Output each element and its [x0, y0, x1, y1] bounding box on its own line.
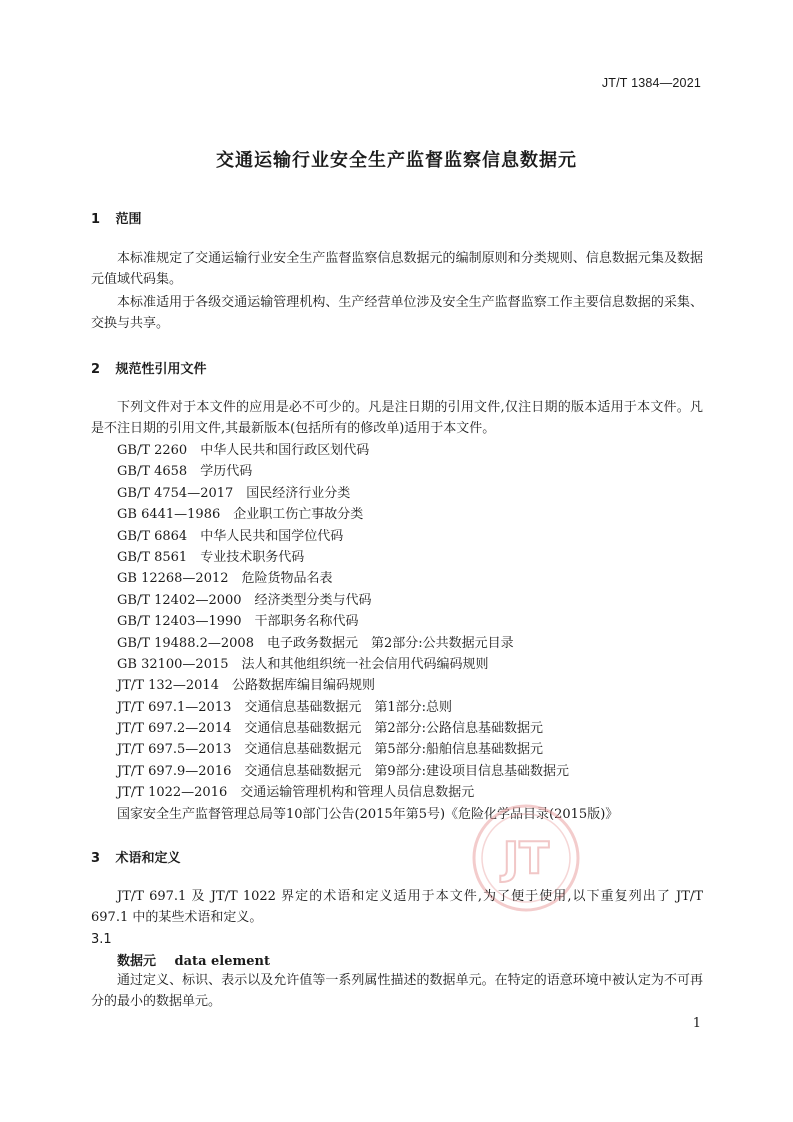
reference-item: GB/T 19488.2—2008 电子政务数据元 第2部分:公共数据元目录 — [117, 635, 514, 651]
reference-item: GB 12268—2012 危险货物品名表 — [117, 571, 333, 587]
document-code: JT/T 1384—2021 — [601, 76, 701, 90]
term-definition: 通过定义、标识、表示以及允许值等一系列属性描述的数据单元。在特定的语意环境中被认定为不可再分的最小的数据单元。 — [91, 973, 703, 1009]
term-chinese: 数据元 — [117, 954, 157, 969]
reference-item: GB/T 12402—2000 经济类型分类与代码 — [117, 592, 372, 608]
reference-item: GB 6441—1986 企业职工伤亡事故分类 — [117, 507, 364, 523]
reference-item: GB/T 12403—1990 干部职务名称代码 — [117, 614, 359, 630]
reference-item: GB/T 2260 中华人民共和国行政区划代码 — [117, 443, 370, 458]
section-1-paragraph-1: 本标准规定了交通运输行业安全生产监督监察信息数据元的编制原则和分类规则、信息数据元集及数据元值域代码集。 — [91, 251, 703, 287]
section-title: 规范性引用文件 — [115, 362, 207, 377]
reference-item: GB 32100—2015 法人和其他组织统一社会信用代码编码规则 — [117, 656, 489, 672]
reference-item: JT/T 697.5—2013 交通信息基础数据元 第5部分:船舶信息基础数据元 — [117, 742, 544, 758]
clause-number: 3.1 — [91, 932, 112, 947]
section-title: 术语和定义 — [115, 851, 181, 866]
section-number: 2 — [91, 362, 101, 377]
section-3-heading — [91, 847, 181, 866]
normative-references-list — [117, 440, 618, 825]
reference-item: GB/T 8561 专业技术职务代码 — [117, 549, 305, 565]
reference-item: JT/T 1022—2016 交通运输管理机构和管理人员信息数据元 — [117, 785, 475, 801]
reference-item: JT/T 697.9—2016 交通信息基础数据元 第9部分:建设项目信息基础数据元 — [117, 763, 570, 779]
reference-item: GB/T 6864 中华人民共和国学位代码 — [117, 528, 344, 544]
section-3-intro: JT/T 697.1 及 JT/T 1022 界定的术语和定义适用于本文件,为了便于使用,以下重复列出了 JT/T 697.1 中的某些术语和定义。 — [91, 889, 703, 925]
section-2-intro: 下列文件对于本文件的应用是必不可少的。凡是注日期的引用文件,仅注日期的版本适用于本文件。凡是不注日期的引用文件,其最新版本(包括所有的修改单)适用于本文件。 — [91, 400, 703, 436]
section-1-paragraph-2: 本标准适用于各级交通运输管理机构、生产经营单位涉及安全生产监督监察工作主要信息数据的采集、交换与共享。 — [91, 295, 703, 331]
reference-item: GB/T 4754—2017 国民经济行业分类 — [117, 485, 351, 501]
reference-item: GB/T 4658 学历代码 — [117, 464, 253, 480]
page-title: 交通运输行业安全生产监督监察信息数据元 — [216, 150, 577, 171]
section-number: 3 — [91, 851, 101, 866]
reference-item: JT/T 132—2014 公路数据库编目编码规则 — [117, 678, 375, 694]
reference-item: 国家安全生产监督管理总局等10部门公告(2015年第5号)《危险化学品目录(2015版)》 — [117, 806, 619, 822]
page-number: 1 — [692, 1016, 701, 1031]
term-english: data element — [174, 954, 270, 969]
section-number: 1 — [91, 212, 101, 227]
section-2-heading — [91, 358, 207, 377]
reference-item: JT/T 697.1—2013 交通信息基础数据元 第1部分:总则 — [117, 699, 453, 715]
section-title: 范围 — [115, 212, 142, 227]
section-1-heading — [91, 208, 142, 227]
watermark-text: JT — [502, 833, 550, 884]
term-entry — [117, 950, 270, 969]
reference-item: JT/T 697.2—2014 交通信息基础数据元 第2部分:公路信息基础数据元 — [117, 721, 544, 737]
